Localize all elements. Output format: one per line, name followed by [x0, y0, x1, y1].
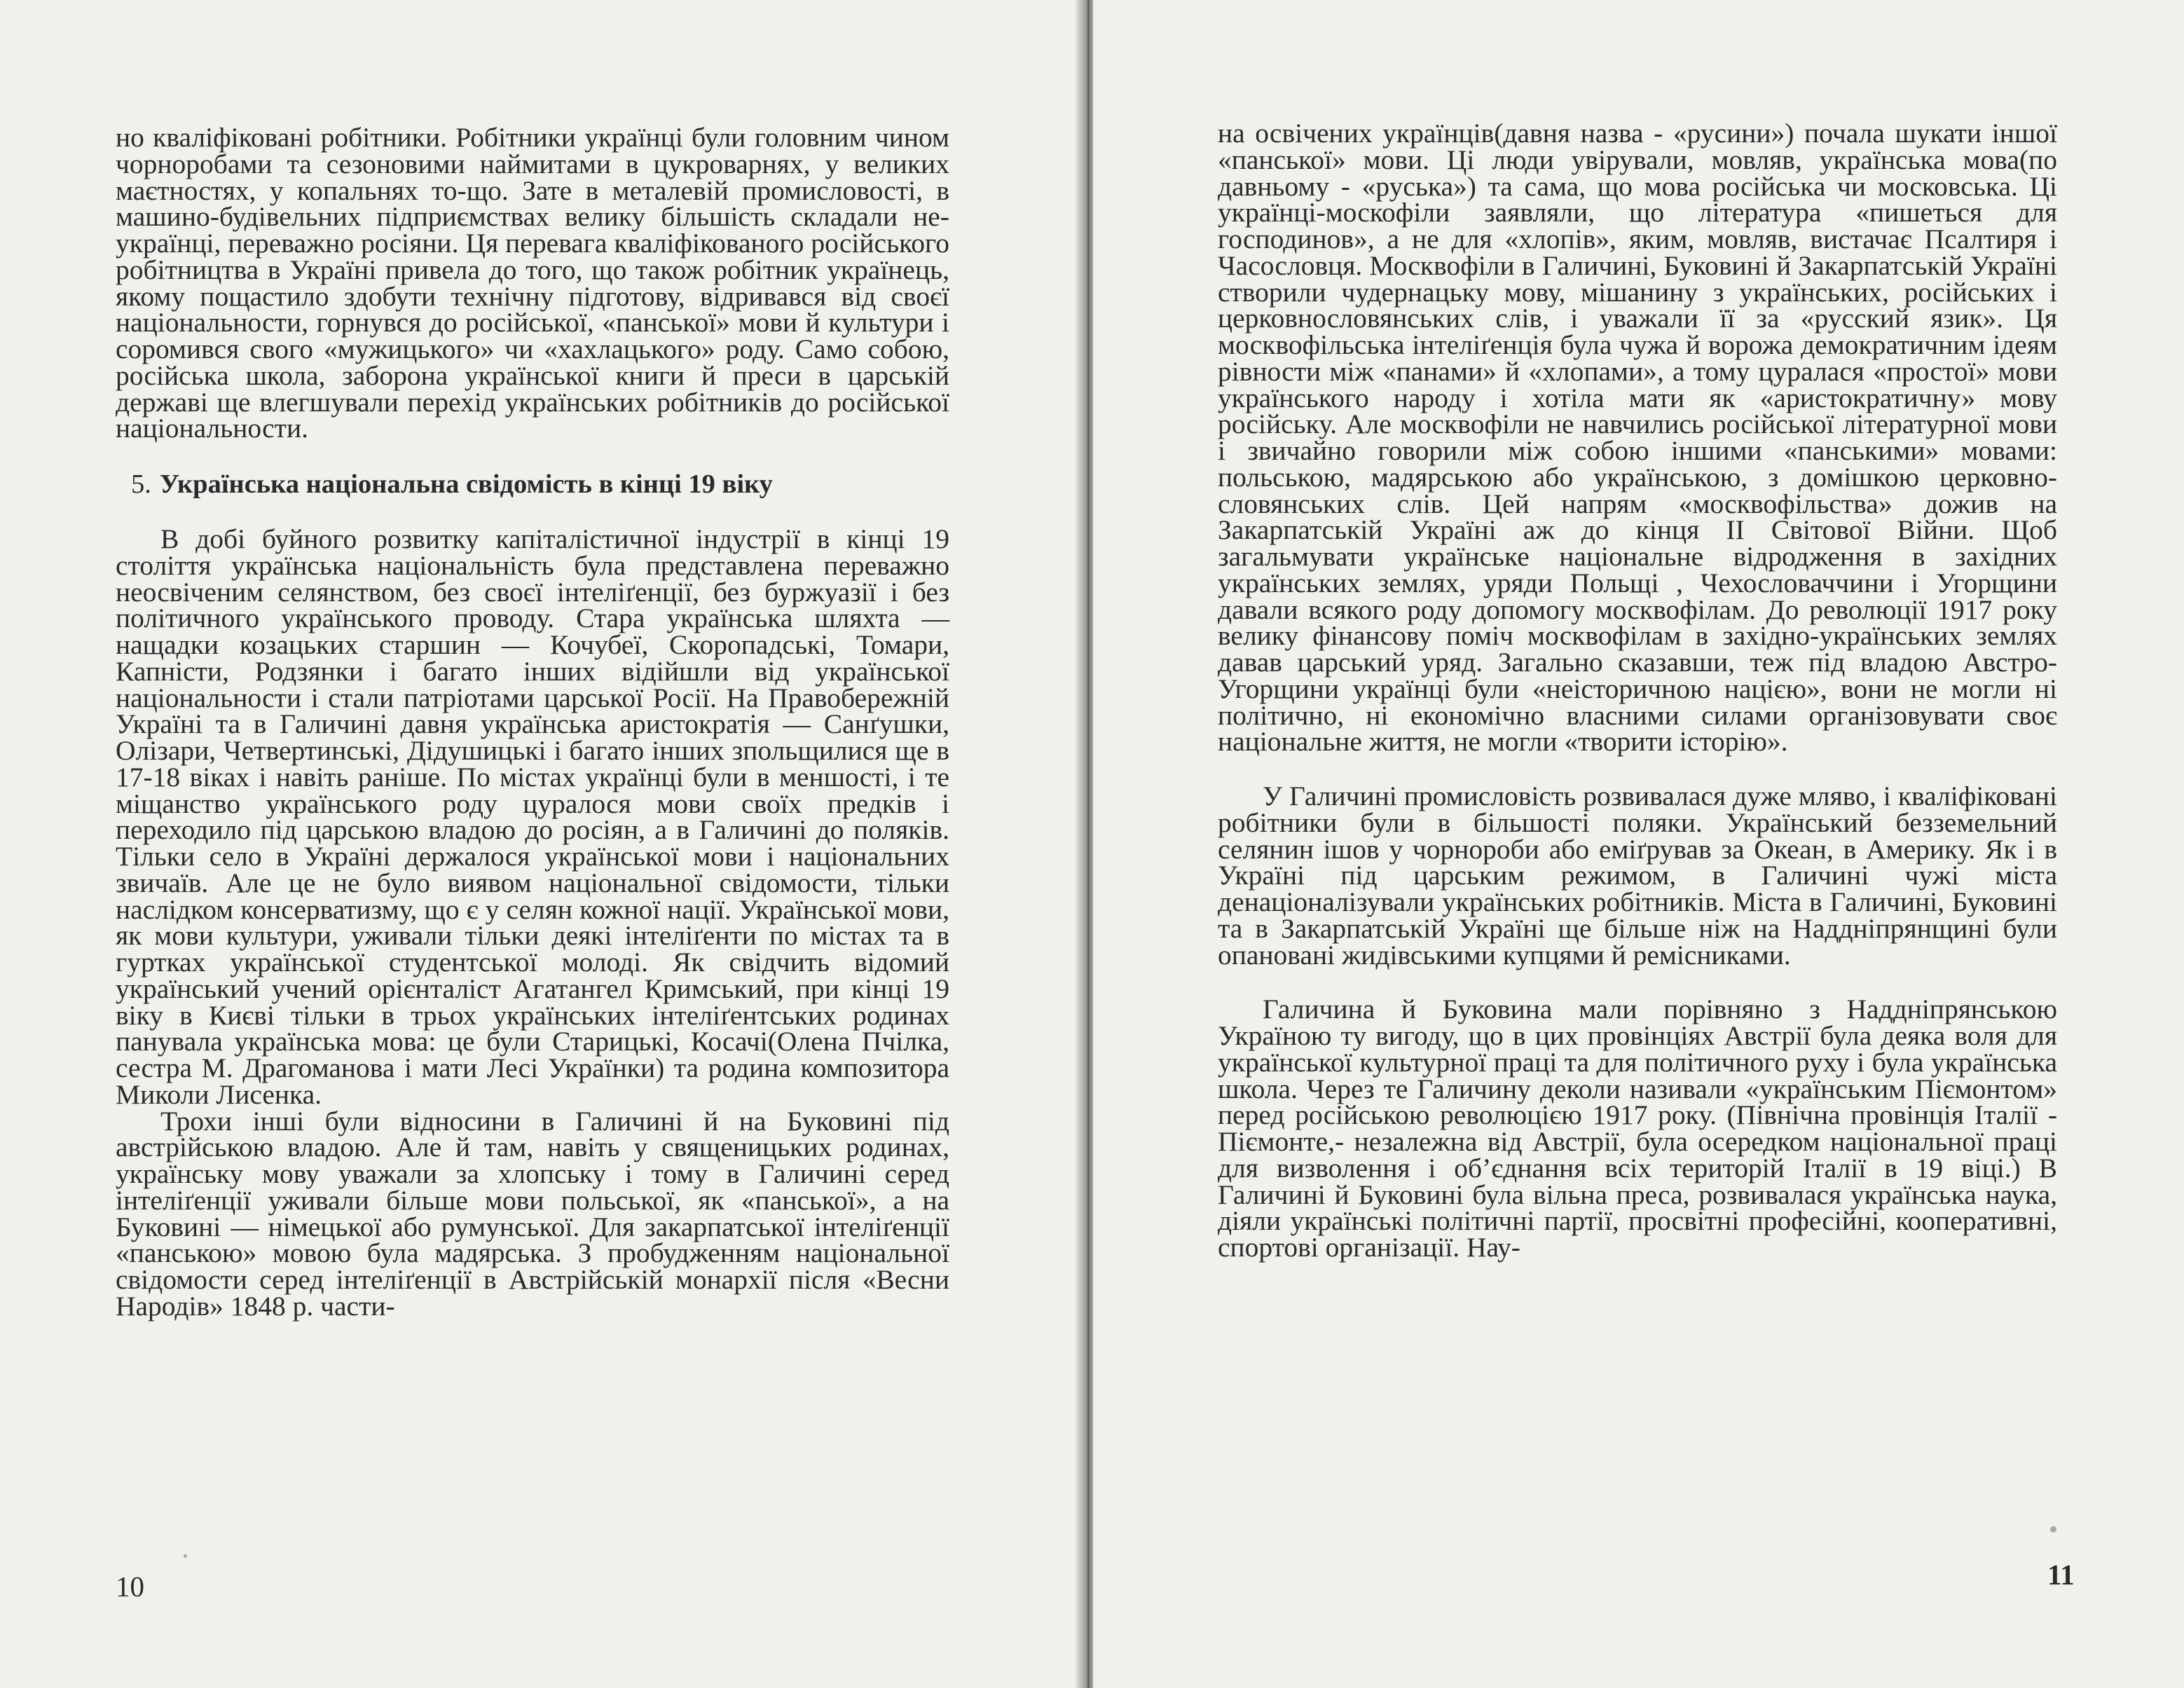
section-heading [116, 470, 949, 498]
right-text-column [1218, 118, 2057, 1263]
right-page [1093, 0, 2184, 1688]
paper-speck [184, 1554, 187, 1558]
left-paragraph-1: но кваліфіковані робітники. Робітники українці були головним чином чорноробами та сезоновими наймитами в цукроварнях, у великих маєтностях, у копальнях то-що. Зате в металевій промисловості, в машино-будівельних підприємствах велику більшість складали не-українці, переважно росіяни. Ця перевага кваліфікованого російського робітництва в Україні привела до того, що також робітник українець, якому пощастило здобути технічну підготову, відривався від своєї національности, горнувся до російської, «панської» мови й культури і соромився свого «мужицького» чи «хахлацького» роду. Само собою, російська школа, заборона української книги й преси в царській державі ще влегшували перехід українських робітників до російської національности. [116, 122, 949, 444]
section-number: 5. [131, 469, 151, 499]
left-paragraph-3: Трохи інші були відносини в Галичині й на Буковині під австрійською владою. Але й там, навіть у священицьких родинах, українську мову уважали за хлопську і тому в Галичині серед інтеліґенції уживали більше мови польської, як «панської», а на Буковині — німецької або румунської. Для закарпатської інтеліґенції «панською» мовою була мадярська. З пробудженням національної свідомости серед інтеліґенції в Австрійській монархії після «Весни Народів» 1848 р. части- [116, 1105, 949, 1322]
page-number-right: 11 [2047, 1558, 2075, 1591]
left-text-column [116, 122, 949, 1322]
page-number-left: 10 [116, 1570, 144, 1603]
section-title: Українська національна свідомість в кінці 19 віку [159, 469, 773, 499]
right-paragraph-1: на освічених українців(давня назва - «русини») почала шукати іншої «панської» мови. Ці люди увірували, мовляв, українська мова(по давньому - «руська») та сама, що мова російська чи московська. Ці українці-москофіли заявляли, що література «пишеться для господинов», а не для «хлопів», яким, мовляв, вистачає Псалтиря і Часословця. Москвофіли в Галичині, Буковині й Закарпатській Україні створили чудернацьку мову, мішанину з українських, російських і церковнословянських слів, і уважали її за «русский язик». Ця москвофільська інтеліґенція була чужа й ворожа демократичним ідеям рівности між «панами» й «хлопами», а тому цуралася «простої» мови українського народу і хотіла мати як «аристократичну» мову російську. Але москвофіли не навчились російської літературної мови і звичайно говорили між собою іншими «панськими» мовами: польською, мадярською або українською, з домішкою церковно-словянських слів. Цей напрям «москвофільства» дожив на Закарпатській Україні аж до кінця II Світової Війни. Щоб загальмувати українське національне відродження в західних українських землях, уряди Польщі , Чехословаччини і Угорщини давали всякого роду допомогу москвофілам. До революції 1917 року велику фінансову поміч москвофілам в західно-українських землях давав царський уряд. Загально сказавши, теж під владою Австро-Угорщини українці були «неісторичною нацією», вони не могли ні політично, ні економічно власними силами організовувати своє національне життя, не могли «творити історію». [1218, 118, 2057, 757]
right-paragraph-3: Галичина й Буковина мали порівняно з Наддніпрянською Україною ту вигоду, що в цих провінціях Австрії була деяка воля для української культурної праці та для політичного руху і була українська школа. Через те Галичину деколи називали «українським Піємонтом» перед російською революцією 1917 року. (Північна провінція Італії - Піємонте,- незалежна від Австрії, була осередком національної праці для визволення і об’єднання всіх територій Італії в 19 віці.) В Галичині й Буковині була вільна преса, розвивалася українська наука, діяли українські політичні партії, просвітні професійні, кооперативні, спортові організації. Нау- [1218, 994, 2057, 1263]
right-paragraph-2: У Галичині промисловість розвивалася дуже мляво, і кваліфіковані робітники були в більшості поляки. Український безземельний селянин ішов у чорнороби або еміґрував за Океан, в Америку. Як і в Україні під царським режимом, в Галичині чужі міста денаціоналізували українських робітників. Міста в Галичині, Буковині та в Закарпатській Україні ще більше ніж на Наддніпрянщині були опановані жидівськими купцями й ремісниками. [1218, 781, 2057, 970]
paper-speck [2050, 1526, 2056, 1532]
left-page [0, 0, 1083, 1688]
left-paragraph-2: В добі буйного розвитку капіталістичної індустрії в кінці 19 століття українська національність була представлена переважно неосвіченим селянством, без своєї інтеліґенції, без буржуазії і без політичного українського проводу. Стара українська шляхта — нащадки козацьких старшин — Кочубеї, Скоропадські, Томари, Капністи, Родзянки і багато інших відійшли від української національности і стали патріотами царської Росії. На Правобережній Україні та в Галичині давня українська аристократія — Санґушки, Олізари, Четвертинські, Дідушицькі і багато інших зпольщилися ще в 17-18 віках і навіть раніше. По містах українці були в меншості, і те міщанство українського роду цуралося мови своїх предків і переходило під царською владою до росіян, а в Галичині до поляків. Тільки село в Україні держалося української мови і національних звичаїв. Але це не було виявом національної свідомости, тільки наслідком консерватизму, що є у селян кожної нації. Української мови, як мови культури, уживали тільки деякі інтеліґенти по містах та в гуртках української студентської молоді. Як свідчить відомий український учений орієнталіст Агатангел Кримський, при кінці 19 віку в Києві тільки в трьох українських інтеліґентських родинах панувала українська мова: це були Старицькі, Косачі(Олена Пчілка, сестра М. Драгоманова і мати Лесі Українки) та родина композитора Миколи Лисенка. [116, 523, 949, 1110]
